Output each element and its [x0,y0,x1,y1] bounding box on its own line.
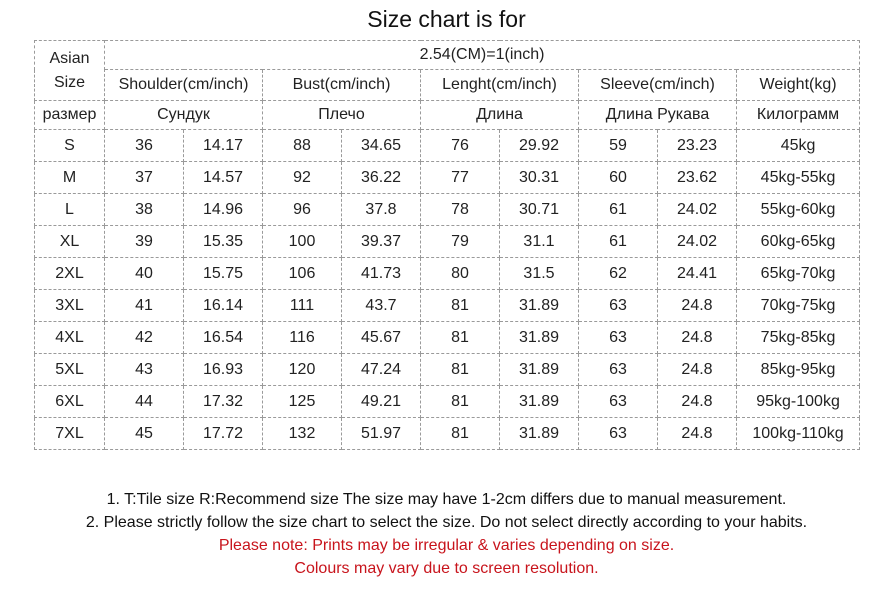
cell-sleeve-in: 23.23 [658,130,737,162]
table-row [35,418,860,450]
cell-bust-in: 34.65 [342,130,421,162]
cell-shoulder-in: 16.14 [184,290,263,322]
cell-bust-in: 49.21 [342,386,421,418]
cell-weight: 45kg-55kg [737,162,860,194]
table-row [35,322,860,354]
cell-sleeve-cm: 62 [579,258,658,290]
header-row-conversion [35,41,860,70]
note-line-4: Colours may vary due to screen resolution. [294,560,599,577]
russian-sleeve-header: Длина Рукава [579,101,737,130]
cell-size: L [35,194,105,226]
size-chart-table [34,40,860,450]
cell-size: 5XL [35,354,105,386]
cell-bust-in: 45.67 [342,322,421,354]
cell-size: 2XL [35,258,105,290]
cell-size: 6XL [35,386,105,418]
cell-sleeve-in: 24.8 [658,322,737,354]
cell-weight: 60kg-65kg [737,226,860,258]
cell-shoulder-in: 16.93 [184,354,263,386]
cell-size: M [35,162,105,194]
cell-length-in: 31.1 [500,226,579,258]
cell-length-cm: 77 [421,162,500,194]
cell-shoulder-cm: 40 [105,258,184,290]
russian-bust-header: Плечо [263,101,421,130]
cell-shoulder-in: 17.32 [184,386,263,418]
cell-shoulder-in: 14.96 [184,194,263,226]
cell-sleeve-cm: 63 [579,386,658,418]
cell-length-cm: 80 [421,258,500,290]
cell-shoulder-in: 14.17 [184,130,263,162]
cell-length-in: 31.5 [500,258,579,290]
cell-shoulder-cm: 44 [105,386,184,418]
cell-shoulder-in: 15.35 [184,226,263,258]
cell-size: S [35,130,105,162]
asian-size-line1: Asian [49,50,90,68]
note-line-3: Please note: Prints may be irregular & varies depending on size. [218,537,675,554]
sleeve-header: Sleeve(cm/inch) [579,70,737,101]
header-row-columns [35,70,860,101]
cell-length-in: 31.89 [500,354,579,386]
cell-bust-cm: 116 [263,322,342,354]
conversion-header: 2.54(CM)=1(inch) [105,41,860,70]
cell-bust-in: 47.24 [342,354,421,386]
cell-shoulder-cm: 38 [105,194,184,226]
cell-shoulder-cm: 41 [105,290,184,322]
cell-shoulder-cm: 42 [105,322,184,354]
asian-size-header [35,41,105,101]
cell-length-cm: 81 [421,290,500,322]
bust-header: Bust(cm/inch) [263,70,421,101]
cell-weight: 85kg-95kg [737,354,860,386]
length-header: Lenght(cm/inch) [421,70,579,101]
cell-sleeve-cm: 63 [579,290,658,322]
cell-shoulder-cm: 39 [105,226,184,258]
cell-sleeve-in: 24.02 [658,194,737,226]
cell-sleeve-in: 24.41 [658,258,737,290]
cell-sleeve-in: 24.02 [658,226,737,258]
cell-length-cm: 76 [421,130,500,162]
russian-size-header: размер [35,101,105,130]
cell-bust-cm: 125 [263,386,342,418]
asian-size-line2: Size [53,73,86,91]
cell-length-cm: 81 [421,322,500,354]
cell-length-in: 30.71 [500,194,579,226]
cell-sleeve-cm: 60 [579,162,658,194]
cell-bust-cm: 132 [263,418,342,450]
cell-sleeve-in: 24.8 [658,418,737,450]
cell-weight: 100kg-110kg [737,418,860,450]
table-row [35,194,860,226]
weight-header: Weight(kg) [737,70,860,101]
cell-sleeve-cm: 61 [579,194,658,226]
cell-length-in: 31.89 [500,290,579,322]
cell-shoulder-cm: 43 [105,354,184,386]
cell-weight: 55kg-60kg [737,194,860,226]
table-row [35,386,860,418]
table-row [35,162,860,194]
chart-title: Size chart is for [367,6,526,32]
cell-size: 3XL [35,290,105,322]
cell-shoulder-in: 16.54 [184,322,263,354]
cell-bust-cm: 92 [263,162,342,194]
cell-sleeve-cm: 63 [579,354,658,386]
cell-length-cm: 79 [421,226,500,258]
cell-weight: 65kg-70kg [737,258,860,290]
cell-length-cm: 81 [421,386,500,418]
cell-size: 7XL [35,418,105,450]
cell-shoulder-cm: 37 [105,162,184,194]
cell-size: 4XL [35,322,105,354]
cell-sleeve-cm: 59 [579,130,658,162]
shoulder-header: Shoulder(cm/inch) [105,70,263,101]
cell-size: XL [35,226,105,258]
cell-length-in: 30.31 [500,162,579,194]
cell-sleeve-in: 23.62 [658,162,737,194]
note-line-2: 2. Please strictly follow the size chart to select the size. Do not select directly according to your habits. [85,514,808,531]
cell-length-cm: 81 [421,354,500,386]
russian-weight-header: Килограмм [737,101,860,130]
cell-bust-cm: 111 [263,290,342,322]
table-row [35,290,860,322]
cell-bust-in: 51.97 [342,418,421,450]
cell-length-in: 31.89 [500,386,579,418]
cell-bust-cm: 100 [263,226,342,258]
header-row-russian [35,101,860,130]
cell-shoulder-cm: 45 [105,418,184,450]
cell-shoulder-in: 14.57 [184,162,263,194]
cell-sleeve-cm: 63 [579,418,658,450]
cell-length-in: 31.89 [500,418,579,450]
note-line-1: 1. T:Tile size R:Recommend size The size may have 1-2cm differs due to manual measurement. [106,491,787,508]
cell-bust-cm: 106 [263,258,342,290]
cell-sleeve-in: 24.8 [658,354,737,386]
cell-sleeve-cm: 63 [579,322,658,354]
table-row [35,354,860,386]
cell-weight: 75kg-85kg [737,322,860,354]
cell-bust-in: 39.37 [342,226,421,258]
table-row [35,130,860,162]
cell-sleeve-in: 24.8 [658,386,737,418]
russian-length-header: Длина [421,101,579,130]
cell-shoulder-in: 17.72 [184,418,263,450]
cell-shoulder-in: 15.75 [184,258,263,290]
cell-length-cm: 81 [421,418,500,450]
russian-shoulder-header: Сундук [105,101,263,130]
cell-bust-in: 43.7 [342,290,421,322]
cell-length-in: 31.89 [500,322,579,354]
table-row [35,258,860,290]
cell-bust-cm: 88 [263,130,342,162]
cell-bust-in: 41.73 [342,258,421,290]
cell-shoulder-cm: 36 [105,130,184,162]
cell-weight: 95kg-100kg [737,386,860,418]
cell-weight: 45kg [737,130,860,162]
table-row [35,226,860,258]
cell-sleeve-in: 24.8 [658,290,737,322]
cell-sleeve-cm: 61 [579,226,658,258]
cell-length-cm: 78 [421,194,500,226]
cell-bust-in: 37.8 [342,194,421,226]
cell-bust-cm: 96 [263,194,342,226]
cell-weight: 70kg-75kg [737,290,860,322]
cell-bust-cm: 120 [263,354,342,386]
notes-block [0,488,893,580]
cell-bust-in: 36.22 [342,162,421,194]
cell-length-in: 29.92 [500,130,579,162]
